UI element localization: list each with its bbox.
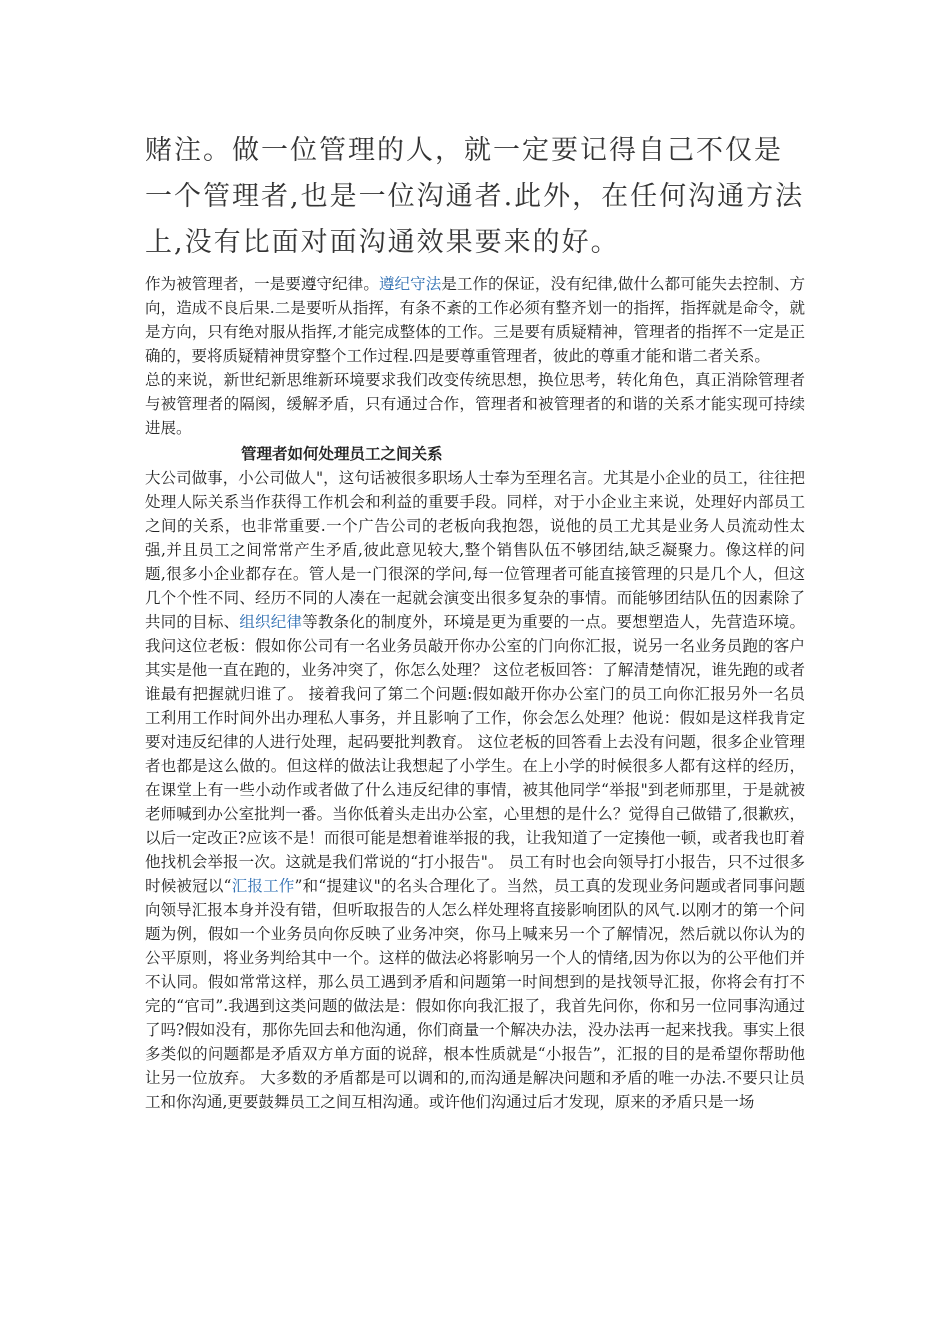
link-law-abiding[interactable]: 遵纪守法 — [378, 275, 442, 293]
paragraph-summary: 总的来说，新世纪新思维新环境要求我们改变传统思想，换位思考，转化角色，真正消除管理者与被管理者的隔阂，缓解矛盾，只有通过合作，管理者和被管理者的和谐的关系才能实现可持续进展。 — [145, 371, 805, 437]
paragraph-text: 大公司做事，小公司做人"，这句话被很多职场人士奉为至理名言。尤其是小企业的员工，往往把处理人际关系当作获得工作机会和利益的重要手段。同样，对于小企业主来说，处理好内部员工之间的关系，也非常重要.一个广告公司的老板向我抱怨，说他的员工尤其是业务人员流动性太强,并且员工之间常常产生矛盾,彼此意见较大,整个销售队伍不够团结,缺乏凝聚力。像这样的问题,很多小企业都存在。管人是一门很深的学问,每一位管理者可能直接管理的只是几个人，但这几个个性不同、经历不同的人凑在一起就会演变出很多复杂的事情。而能够团结队伍的因素除了共同的目标、 — [145, 469, 805, 631]
paragraph-text: ”和“提建议"的名头合理化了。当然，员工真的发现业务问题或者同事问题向领导汇报本身并没有错，但听取报告的人怎么样处理将直接影响团队的风气.以刚才的第一个问题为例，假如一个业务员向你反映了业务冲突，你马上喊来另一个了解情况，然后就以你认为的公平原则，将业务判给其中一个。这样的做法必将影响另一个人的情绪,因为你以为的公平他们并不认同。假如常常这样，那么员工遇到矛盾和问题第一时间想到的是找领导汇报，你将会有打不完的“官司”.我遇到这类问题的做法是：假如你向我汇报了，我首先问你，你和另一位同事沟通过了吗?假如没有，那你先回去和他沟通，你们商量一个解决办法，没办法再一起来找我。事实上很多类似的问题都是矛盾双方单方面的说辞，根本性质就是“小报告”，汇报的目的是希望你帮助他让另一位放弃。 大多数的矛盾都是可以调和的,而沟通是解决问题和矛盾的唯一办法.不要只让员工和你沟通,更要鼓舞员工之间互相沟通。或许他们沟通过后才发现，原来的矛盾只是一场 — [145, 877, 805, 1111]
lead-paragraph: 赌注。做一位管理的人，就一定要记得自己不仅是一个管理者,也是一位沟通者.此外，在任何沟通方法上,没有比面对面沟通效果要来的好。 — [145, 135, 805, 258]
link-work-report[interactable]: 汇报工作 — [231, 877, 295, 895]
paragraph-managed-role — [145, 272, 805, 368]
link-org-discipline[interactable]: 组织纪律 — [239, 613, 303, 631]
paragraph-text: 是工作的保证，没有纪律,做什么都可能失去控制、方向，造成不良后果.二是要听从指挥，有条不紊的工作必须有整齐划一的指挥，指挥就是命令，就是方向，只有绝对服从指挥,才能完成整体的工作。三是要有质疑精神，管理者的指挥不一定是正确的，要将质疑精神贯穿整个工作过程.四是要尊重管理者，彼此的尊重才能和谐二者关系。 — [145, 275, 805, 365]
paragraph-employee-relations — [145, 466, 805, 1114]
paragraph-text: 作为被管理者，一是要遵守纪律。 — [145, 275, 379, 293]
paragraph-text: 等教条化的制度外，环境是更为重要的一点。要想塑造人，先营造环境。 我问这位老板：假如你公司有一名业务员敲开你办公室的门向你汇报，说另一名业务员跑的客户其实是他一直在跑的，业务冲突了，你怎么处理？ 这位老板回答：了解清楚情况，谁先跑的或者谁最有把握就归谁了。 接着我问了第二个问题:假如敲开你办公室门的员工向你汇报另外一名员工利用工作时间外出办理私人事务，并且影响了工作，你会怎么处理？他说：假如是这样我肯定要对违反纪律的人进行处理，起码要批判教育。 这位老板的回答看上去没有问题，很多企业管理者也都是这么做的。但这样的做法让我想起了小学生。在上小学的时候很多人都有这样的经历，在课堂上有一些小动作或者做了什么违反纪律的事情，被其他同学“举报"到老师那里，于是就被老师喊到办公室批判一番。当你低着头走出办公室，心里想的是什么？觉得自己做错了,很歉疚，以后一定改正?应该不是！而很可能是想着谁举报的我，让我知道了一定揍他一顿，或者我也盯着他找机会举报一次。这就是我们常说的“打小报告"。 员工有时也会向领导打小报告，只不过很多时候被冠以“ — [145, 613, 805, 895]
document-page — [145, 128, 805, 1114]
section-heading: 管理者如何处理员工之间关系 — [241, 444, 443, 463]
